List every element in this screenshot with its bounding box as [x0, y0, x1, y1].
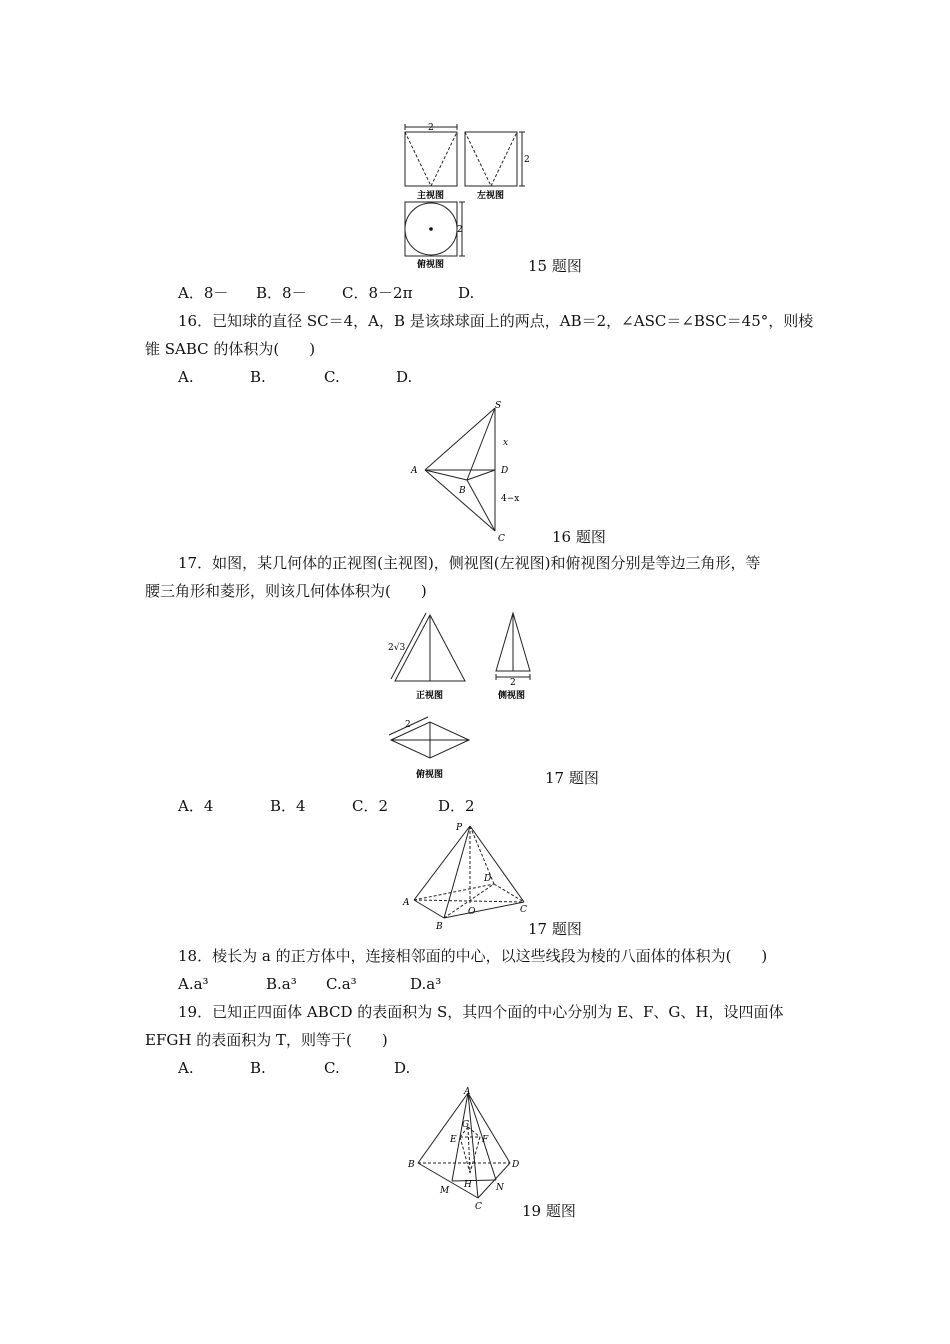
q17-option-d: D．2	[438, 797, 475, 815]
fig17b-label-A: A	[403, 898, 410, 908]
fig15-front-dashed-v	[405, 132, 457, 186]
q18-option-d: D.a³	[410, 975, 442, 993]
q19-options	[178, 1058, 410, 1078]
fig15-label-side: 左视图	[477, 191, 505, 201]
fig19-tetrahedron	[400, 1085, 530, 1215]
fig16-pyramid	[405, 398, 535, 543]
fig15-dim-top: 2	[428, 123, 434, 133]
q16-options	[178, 367, 412, 387]
q16-option-b: B.	[250, 368, 266, 386]
fig15-center-dot	[429, 227, 433, 231]
q16-text-line1: 16．已知球的直径 SC＝4，A，B 是该球球面上的两点，AB＝2，∠ASC＝∠BSC＝45°，则棱	[178, 312, 814, 330]
q16-option-a: A.	[178, 368, 194, 386]
q16-text-line2: 锥 SABC 的体积为( )	[145, 340, 316, 358]
fig16-label-4-minus-x: 4−x	[501, 494, 520, 504]
q18-option-b: B.a³	[266, 975, 297, 993]
fig17-dim-side: 2	[510, 678, 516, 688]
fig19-label-C: C	[475, 1202, 482, 1212]
fig16-label-S: S	[495, 401, 502, 411]
q19-option-d: D.	[394, 1059, 411, 1077]
fig19-label-H: H	[464, 1180, 472, 1190]
fig17b-label-P: P	[456, 823, 463, 833]
q17-option-b: B．4	[270, 797, 306, 815]
fig15-label-top: 俯视图	[417, 260, 445, 270]
fig16-label-A: A	[411, 466, 418, 476]
fig19-caption: 19 题图	[522, 1202, 576, 1220]
q18-text-line1: 18．棱长为 a 的正方体中，连接相邻面的中心，以这些线段为棱的八面体的体积为( )	[178, 947, 768, 965]
fig17-caption-views: 17 题图	[545, 769, 599, 787]
fig17-dim-rhombus: 2	[405, 720, 411, 730]
q15-option-d: D.	[458, 284, 475, 302]
q19-option-a: A.	[178, 1059, 194, 1077]
q15-option-c: C．8－2π	[342, 284, 413, 302]
q19-text-line2: EFGH 的表面积为 T，则等于( )	[145, 1031, 388, 1049]
fig19-label-M: M	[440, 1186, 450, 1196]
fig15-dim-right: 2	[524, 155, 530, 165]
fig19-label-G: G	[462, 1120, 470, 1130]
fig15-side-dashed-v	[465, 132, 517, 186]
fig15-label-front: 主视图	[417, 191, 445, 201]
q18-option-c: C.a³	[326, 975, 357, 993]
fig15-three-views	[395, 120, 535, 270]
q17-options	[178, 796, 475, 816]
q17-text-line1: 17．如图，某几何体的正视图(主视图)，侧视图(左视图)和俯视图分别是等边三角形，等	[178, 554, 761, 572]
fig16-label-x: x	[503, 438, 509, 448]
q17-option-a: A．4	[178, 797, 214, 815]
fig19-label-E: E	[450, 1135, 457, 1145]
fig19-label-F: F	[482, 1135, 489, 1145]
fig17-dim-slant: 2√3	[388, 643, 406, 653]
fig17b-label-B: B	[436, 922, 443, 932]
fig17-label-side: 侧视图	[498, 691, 526, 701]
fig17-label-front: 正视图	[416, 691, 444, 701]
fig16-caption: 16 题图	[552, 528, 606, 546]
fig17b-label-D: D	[484, 874, 492, 884]
fig16-label-D: D	[501, 466, 509, 476]
fig15-caption: 15 题图	[528, 257, 582, 275]
fig19-label-B: B	[408, 1160, 415, 1170]
q19-option-c: C.	[324, 1059, 340, 1077]
q18-options	[178, 974, 441, 994]
q18-option-a: A.a³	[178, 975, 209, 993]
fig15-side-rect	[465, 132, 517, 186]
q15-options	[178, 283, 474, 303]
q17-text-line2: 腰三角形和菱形，则该几何体体积为( )	[145, 582, 427, 600]
fig17-pyramid	[398, 818, 538, 933]
q19-text-line1: 19．已知正四面体 ABCD 的表面积为 S，其四个面的中心分别为 E、F、G、H，设四面体	[178, 1003, 784, 1021]
fig17-three-views	[383, 605, 548, 785]
fig17-label-top: 俯视图	[416, 770, 444, 780]
q15-option-a: A．8－	[178, 284, 229, 302]
fig19-label-A: A	[464, 1087, 471, 1097]
q16-option-c: C.	[324, 368, 340, 386]
q17-option-c: C．2	[352, 797, 389, 815]
fig15-front-rect	[405, 132, 457, 186]
fig17-caption-pyramid: 17 题图	[528, 920, 582, 938]
fig19-label-D: D	[512, 1160, 520, 1170]
fig19-label-N: N	[496, 1183, 504, 1193]
q15-option-b: B．8－	[256, 284, 307, 302]
q16-option-d: D.	[396, 368, 413, 386]
fig15-dim-bottom-right: 2	[457, 225, 463, 235]
fig17b-label-C: C	[520, 905, 527, 915]
q19-option-b: B.	[250, 1059, 266, 1077]
fig17b-label-O: O	[468, 907, 476, 917]
fig16-label-B: B	[459, 486, 466, 496]
fig16-label-C: C	[498, 534, 505, 543]
